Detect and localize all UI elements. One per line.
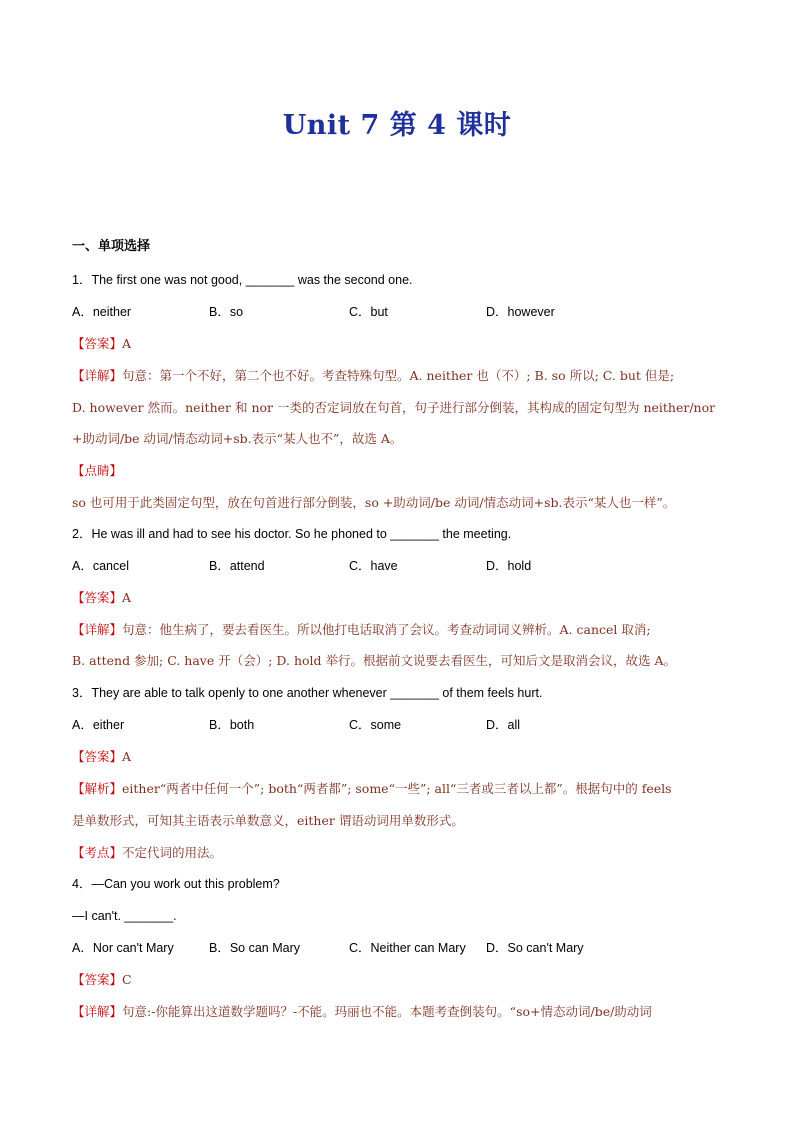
answer-value: C: [122, 972, 132, 987]
option-b[interactable]: B．so: [209, 305, 244, 319]
analysis-line: [72, 780, 732, 798]
option-a[interactable]: A．Nor can't Mary: [72, 941, 174, 955]
answer-line: [72, 971, 732, 989]
answer-tag: 【答案】: [72, 749, 123, 764]
option-a[interactable]: A．cancel: [72, 559, 129, 573]
option-d[interactable]: D．all: [486, 718, 521, 732]
question-1-stem: 1．The first one was not good, _______ was the second one.: [72, 273, 413, 287]
option-a[interactable]: A．either: [72, 718, 125, 732]
answer-line: [72, 589, 732, 607]
option-c[interactable]: C．but: [349, 305, 388, 319]
option-d[interactable]: D．however: [486, 305, 555, 319]
analysis-text: either“两者中任何一个”; both“两者都”; some“一些”; all“三者或三者以上都”。根据句中的 feels: [122, 781, 672, 796]
detail-text-continued: +助动词/be 动词/情态动词+sb.表示“某人也不”，故选 A。: [72, 431, 403, 446]
section-heading: 一、单项选择: [72, 239, 151, 254]
detail-tag: 【详解】: [72, 368, 123, 383]
answer-line: [72, 748, 732, 766]
answer-tag: 【答案】: [72, 972, 123, 987]
analysis-tag: 【解析】: [72, 781, 123, 796]
answer-value: A: [122, 749, 132, 764]
answer-value: A: [122, 336, 132, 351]
question-4-stem-reply: —I can't. _______.: [72, 909, 177, 923]
question-3-stem: 3．They are able to talk openly to one another whenever _______ of them feels hurt.: [72, 686, 543, 700]
answer-line: [72, 335, 732, 353]
detail-tag: 【详解】: [72, 622, 123, 637]
point-tag: 【点睛】: [72, 463, 123, 478]
question-2-stem: 2．He was ill and had to see his doctor. So he phoned to _______ the meeting.: [72, 527, 512, 541]
detail-text: 句意:-你能算出这道数学题吗？-不能。玛丽也不能。本题考查倒装句。“so+情态动词/be/助动词: [122, 1004, 652, 1019]
option-b[interactable]: B．attend: [209, 559, 265, 573]
detail-line: [72, 367, 732, 385]
option-a[interactable]: A．neither: [72, 305, 132, 319]
detail-text: 句意：第一个不好，第二个也不好。考查特殊句型。A. neither 也（不）; B. so 所以; C. but 但是;: [122, 368, 675, 383]
detail-tag: 【详解】: [72, 1004, 123, 1019]
kaodian-line: [72, 844, 732, 862]
detail-line: [72, 1003, 732, 1021]
answer-tag: 【答案】: [72, 336, 123, 351]
point-text: so 也可用于此类固定句型，放在句首进行部分倒装，so +助动词/be 动词/情态动词+sb.表示“某人也一样”。: [72, 495, 676, 510]
page-title: Unit 7 第 4 课时: [282, 110, 512, 141]
option-c[interactable]: C．some: [349, 718, 402, 732]
option-c[interactable]: C．Neither can Mary: [349, 941, 466, 955]
detail-text-continued: D. however 然而。neither 和 nor 一类的否定词放在句首，句子进行部分倒装，其构成的固定句型为 neither/nor: [72, 400, 716, 415]
kaodian-tag: 【考点】: [72, 845, 123, 860]
detail-text: 句意：他生病了，要去看医生。所以他打电话取消了会议。考查动词词义辨析。A. cancel 取消;: [122, 622, 651, 637]
answer-value: A: [122, 590, 132, 605]
detail-line: [72, 621, 732, 639]
answer-tag: 【答案】: [72, 590, 123, 605]
option-b[interactable]: B．both: [209, 718, 255, 732]
option-d[interactable]: D．hold: [486, 559, 532, 573]
analysis-text-continued: 是单数形式，可知其主语表示单数意义，either 谓语动词用单数形式。: [72, 813, 464, 828]
kaodian-text: 不定代词的用法。: [122, 845, 223, 860]
question-4-stem: 4．—Can you work out this problem?: [72, 877, 280, 891]
option-b[interactable]: B．So can Mary: [209, 941, 301, 955]
option-c[interactable]: C．have: [349, 559, 398, 573]
detail-text-continued: B. attend 参加; C. have 开（会）; D. hold 举行。根据前文说要去看医生，可知后文是取消会议，故选 A。: [72, 653, 676, 668]
option-d[interactable]: D．So can't Mary: [486, 941, 584, 955]
